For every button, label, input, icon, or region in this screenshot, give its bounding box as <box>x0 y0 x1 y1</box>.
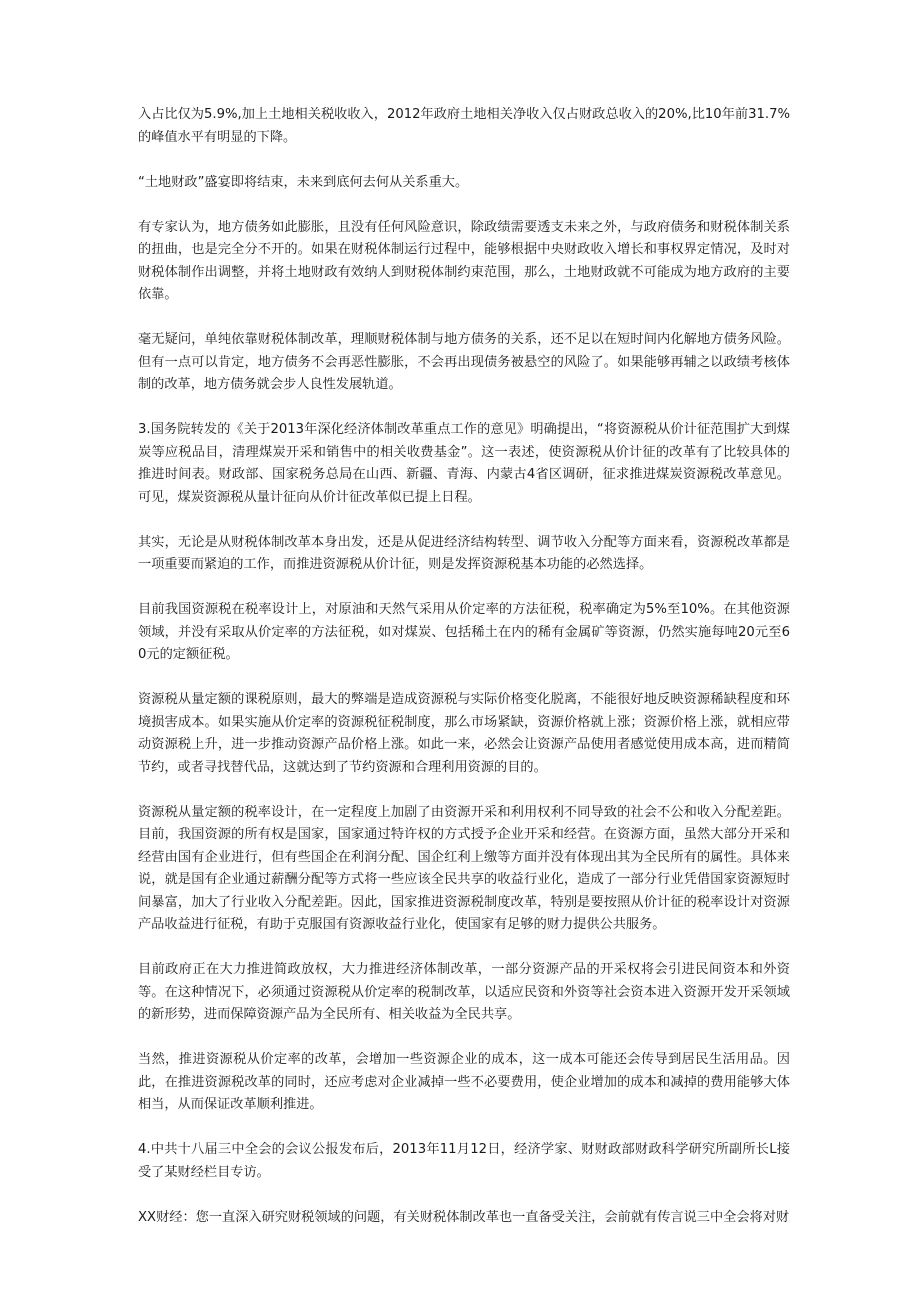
paragraph-8: 资源税从量定额的课税原则，最大的弊端是造成资源税与实际价格变化脱离，不能很好地反映资源稀缺程度和环境损害成本。如果实施从价定率的资源税征税制度，那么市场紧缺，资源价格就上涨；资源价格上涨，就相应带动资源税上升，进一步推动资源产品价格上涨。如此一来，必然会让资源产品使用者感觉使用成本高，进而精简节约，或者寻找替代品，这就达到了节约资源和合理利用资源的目的。 <box>138 692 790 775</box>
paragraph-11: 当然，推进资源税从价定率的改革，会增加一些资源企业的成本，这一成本可能还会传导到居民生活用品。因此，在推进资源税改革的同时，还应考虑对企业减掉一些不必要费用，使企业增加的成本和减掉的费用能够大体相当，从而保证改革顺利推进。 <box>138 1052 790 1112</box>
paragraph-2: “土地财政”盛宴即将结束，未来到底何去何从关系重大。 <box>138 174 469 190</box>
paragraph-4: 毫无疑问，单纯依靠财税体制改革，理顺财税体制与地方债务的关系，还不足以在短时间内化解地方债务风险。但有一点可以肯定，地方债务不会再恶性膨胀，不会再出现债务被悬空的风险了。如果能够再辅之以政绩考核体制的改革，地方债务就会步人良性发展轨道。 <box>138 332 790 392</box>
paragraph-6: 其实，无论是从财税体制改革本身出发，还是从促进经济结构转型、调节收入分配等方面来看，资源税改革都是一项重要而紧迫的工作，而推进资源税从价计征，则是发挥资源税基本功能的必然选择。 <box>138 534 790 572</box>
paragraph-5: 3.国务院转发的《关于2013年深化经济体制改革重点工作的意见》明确提出，“将资源税从价计征范围扩大到煤炭等应税品目，清理煤炭开采和销售中的相关收费基金”。这一表述，使资源税从价计征的改革有了比较具体的推进时间表。财政部、国家税务总局在山西、新疆、青海、内蒙古4省区调研，征求推进煤炭资源税改革意见。可见，煤炭资源税从量计征向从价计征改革似已提上日程。 <box>138 422 790 505</box>
paragraph-3: 有专家认为，地方债务如此膨胀，且没有任何风险意识，除政绩需要透支未来之外，与政府债务和财税体制关系的扭曲，也是完全分不开的。如果在财税体制运行过程中，能够根据中央财政收入增长和事权界定情况，及时对财税体制作出调整，并将土地财政有效纳人到财税体制约束范围，那么，土地财政就不可能成为地方政府的主要依靠。 <box>138 219 790 302</box>
paragraph-13: XX财经：您一直深入研究财税领域的问题，有关财税体制改革也一直备受关注，会前就有传言说三中全会将对财 <box>138 1209 790 1225</box>
paragraph-9: 资源税从量定额的税率设计，在一定程度上加剧了由资源开采和利用权利不同导致的社会不公和收入分配差距。目前，我国资源的所有权是国家，国家通过特许权的方式授予企业开采和经营。在资源方面，虽然大部分开采和经营由国有企业进行，但有些国企在利润分配、国企红利上缴等方面并没有体现出其为全民所有的属性。具体来说，就是国有企业通过薪酬分配等方式将一些应该全民共享的收益行业化，造成了一部分行业凭借国家资源短时间暴富，加大了行业收入分配差距。因此，国家推进资源税制度改革，特别是要按照从价计征的税率设计对资源产品收益进行征税，有助于克服国有资源收益行业化，使国家有足够的财力提供公共服务。 <box>138 804 790 932</box>
paragraph-7: 目前我国资源税在税率设计上，对原油和天然气采用从价定率的方法征税，税率确定为5%至10%。在其他资源领域，并没有采取从价定率的方法征税，如对煤炭、包括稀土在内的稀有金属矿等资源，仍然实施每吨20元至60元的定额征税。 <box>138 602 790 662</box>
paragraph-10: 目前政府正在大力推进简政放权，大力推进经济体制改革，一部分资源产品的开采权将会引进民间资本和外资等。在这种情况下，必须通过资源税从价定率的税制改革，以适应民资和外资等社会资本进入资源开发开采领域的新形势，进而保障资源产品为全民所有、相关收益为全民共享。 <box>138 962 790 1022</box>
paragraph-12: 4.中共十八届三中全会的会议公报发布后，2013年11月12日，经济学家、财财政部财政科学研究所副所长L接受了某财经栏目专访。 <box>138 1142 790 1180</box>
paragraph-1: 入占比仅为5.9%,加上土地相关税收收入，2012年政府土地相关净收入仅占财政总收入的20%,比10年前31.7%的峰值水平有明显的下降。 <box>138 107 790 145</box>
document-body <box>138 104 790 1252</box>
